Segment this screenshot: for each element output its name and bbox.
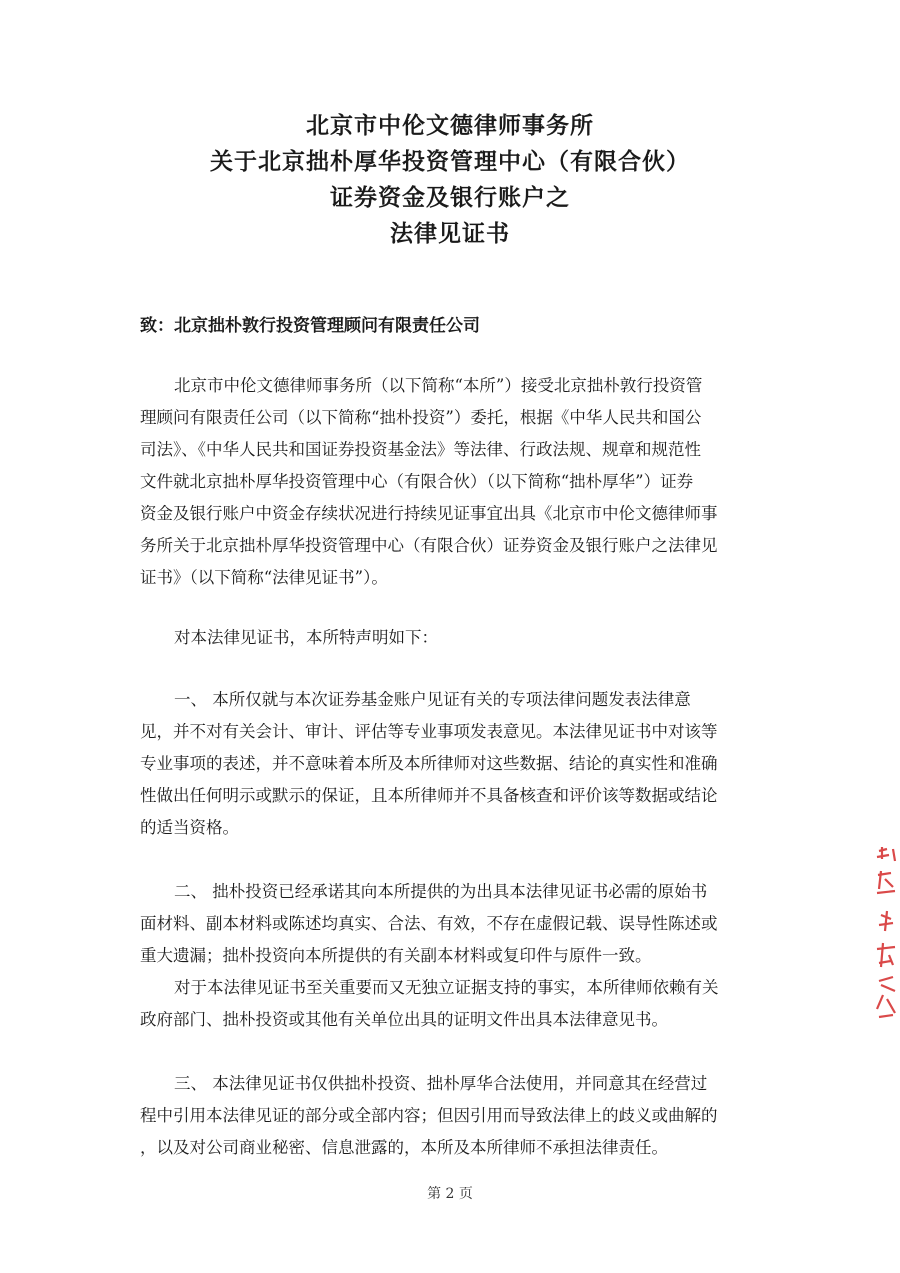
text-line: 北京市中伦文德律师事务所（以下简称“本所”）接受北京拙朴敦行投资管 bbox=[174, 376, 703, 395]
item-2-paragraph bbox=[140, 876, 780, 1036]
text-line: 见，并不对有关会计、审计、评估等专业事项发表意见。本法律见证书中对该等 bbox=[140, 722, 718, 741]
text-line: 司法》、《中华人民共和国证券投资基金法》等法律、行政法规、规章和规范性 bbox=[140, 440, 701, 459]
seal-stroke bbox=[877, 871, 895, 893]
text-line: 的适当资格。 bbox=[140, 818, 239, 837]
title-line-3: 证券资金及银行账户之 bbox=[330, 184, 570, 211]
document-title bbox=[100, 108, 800, 252]
text-line: 一、 本所仅就与本次证券基金账户见证有关的专项法律问题发表法律意 bbox=[174, 690, 691, 709]
text-line: 三、 本法律见证书仅供拙朴投资、拙朴厚华合法使用，并同意其在经营过 bbox=[174, 1074, 708, 1093]
text-line: 务所关于北京拙朴厚华投资管理中心（有限合伙）证券资金及银行账户之法律见 bbox=[140, 536, 718, 555]
text-line: ，以及对公司商业秘密、信息泄露的，本所及本所律师不承担法律责任。 bbox=[140, 1138, 668, 1157]
seal-stroke bbox=[877, 977, 895, 1017]
statement-intro bbox=[140, 622, 780, 654]
text-line: 政府部门、拙朴投资或其他有关单位出具的证明文件出具本法律意见书。 bbox=[140, 1010, 668, 1029]
item-3-paragraph bbox=[140, 1068, 780, 1164]
title-line-2: 关于北京拙朴厚华投资管理中心（有限合伙） bbox=[210, 148, 690, 175]
text-line: 重大遗漏；拙朴投资向本所提供的有关副本材料或复印件与原件一致。 bbox=[140, 946, 652, 965]
text-line: 文件就北京拙朴厚华投资管理中心（有限合伙）（以下简称“拙朴厚华”）证券 bbox=[140, 472, 694, 491]
addressee: 致：北京拙朴敦行投资管理顾问有限责任公司 bbox=[140, 316, 480, 336]
seal-stamp-fragment bbox=[873, 845, 900, 1025]
item-1-paragraph bbox=[140, 684, 780, 844]
text-line: 性做出任何明示或默示的保证，且本所律师并不具备核查和评价该等数据或结论 bbox=[140, 786, 718, 805]
text-line: 理顾问有限责任公司（以下简称“拙朴投资”）委托，根据《中华人民共和国公 bbox=[140, 408, 702, 427]
text-line: 面材料、副本材料或陈述均真实、合法、有效，不存在虚假记载、误导性陈述或 bbox=[140, 914, 718, 933]
seal-stroke bbox=[877, 943, 895, 967]
intro-paragraph bbox=[140, 370, 780, 594]
seal-stroke bbox=[879, 911, 893, 931]
text-line: 程中引用本法律见证的部分或全部内容；但因引用而导致法律上的歧义或曲解的 bbox=[140, 1106, 718, 1125]
text-line: 证书》（以下简称“法律见证书”）。 bbox=[140, 568, 388, 587]
text-line: 对于本法律见证书至关重要而又无独立证据支持的事实，本所律师依赖有关 bbox=[174, 978, 719, 997]
text-line: 专业事项的表述，并不意味着本所及本所律师对这些数据、结论的真实性和准确 bbox=[140, 754, 718, 773]
text-line: 对本法律见证书，本所特声明如下： bbox=[174, 628, 438, 647]
seal-stroke bbox=[877, 847, 895, 861]
title-line-1: 北京市中伦文德律师事务所 bbox=[306, 112, 594, 139]
text-line: 二、 拙朴投资已经承诺其向本所提供的为出具本法律见证书必需的原始书 bbox=[174, 882, 708, 901]
text-line: 资金及银行账户中资金存续状况进行持续见证事宜出具《北京市中伦文德律师事 bbox=[140, 504, 718, 523]
page-number: 第 2 页 bbox=[427, 1186, 473, 1202]
title-line-4: 法律见证书 bbox=[390, 220, 510, 247]
